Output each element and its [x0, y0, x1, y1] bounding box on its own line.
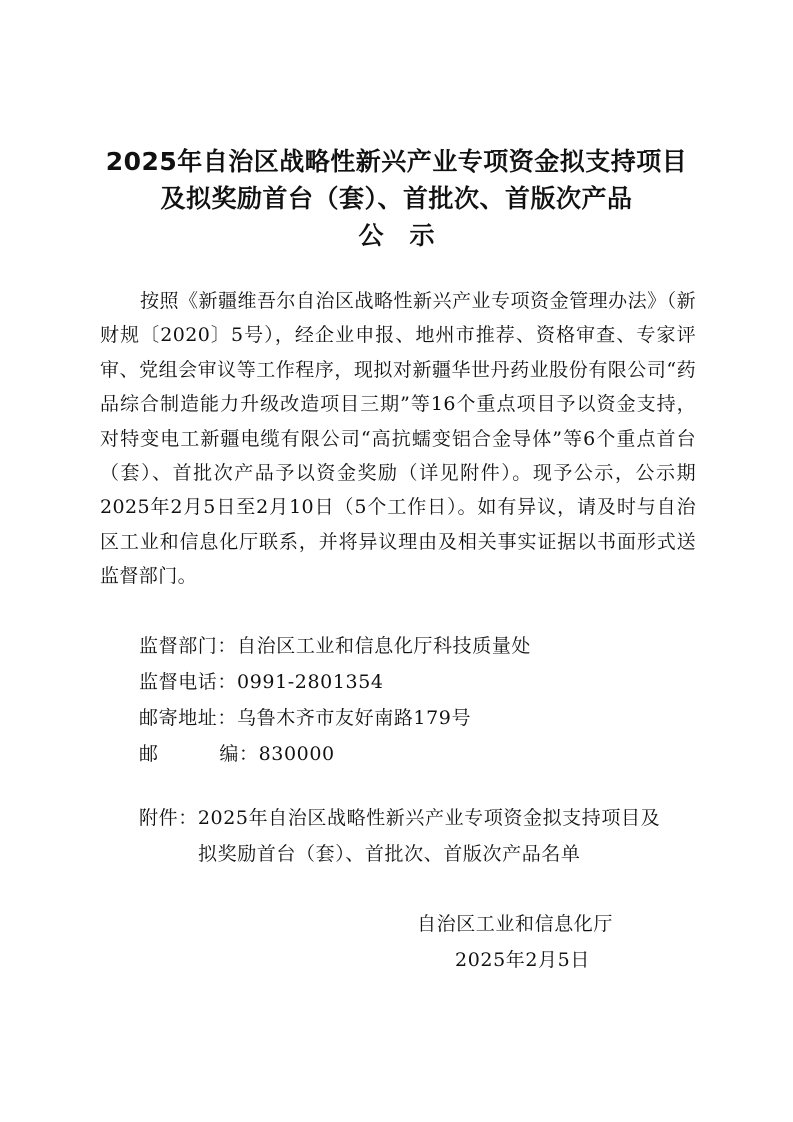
- contact-address-row: [139, 700, 531, 736]
- body-paragraph: 按照《新疆维吾尔自治区战略性新兴产业专项资金管理办法》（新财规〔2020〕5号），经企业申报、地州市推荐、资格审查、专家评审、党组会审议等工作程序，现拟对新疆华世丹药业股份有限公司“药品综合制造能力升级改造项目三期”等16个重点项目予以资金支持，对特变电工新疆电缆有限公司“高抗蠕变铝合金导体”等6个重点首台（套）、首批次产品予以资金奖励（详见附件）。现予公示，公示期2025年2月5日至2月10日（5个工作日）。如有异议，请及时与自治区工业和信息化厅联系，并将异议理由及相关事实证据以书面形式送监督部门。: [100, 290, 696, 588]
- contact-postcode-row: [139, 736, 531, 772]
- contact-phone-row: [139, 664, 531, 700]
- attachment-label: 附件：: [139, 807, 198, 829]
- signature-date: 2025年2月5日: [455, 949, 590, 971]
- contact-dept-row: [139, 628, 531, 664]
- contact-dept-value: 自治区工业和信息化厅科技质量处: [237, 635, 532, 657]
- contact-postcode-colon: ：: [239, 743, 259, 765]
- contact-address-label: 邮寄地址：: [139, 707, 238, 729]
- title-line-3: 公示: [358, 221, 461, 250]
- contact-address-value: 乌鲁木齐市友好南路179号: [237, 707, 472, 729]
- signature-block: [417, 906, 613, 978]
- title-line-2: 及拟奖励首台（套）、首批次、首版次产品: [160, 184, 633, 213]
- attachment-line-2: 拟奖励首台（套）、首批次、首版次产品名单: [198, 843, 581, 865]
- attachment-line-1: 2025年自治区战略性新兴产业专项资金拟支持项目及: [197, 807, 661, 829]
- contact-block: [139, 628, 531, 772]
- contact-phone-value: 0991-2801354: [237, 671, 384, 693]
- contact-postcode-value: 830000: [258, 743, 335, 765]
- contact-dept-label: 监督部门：: [139, 635, 238, 657]
- attachment-row-1: [139, 800, 699, 836]
- contact-postcode-label: 邮编: [139, 743, 239, 765]
- attachment-block: [139, 800, 699, 872]
- contact-phone-label: 监督电话：: [139, 671, 238, 693]
- document-title: [60, 143, 733, 254]
- title-line-1: 2025年自治区战略性新兴产业专项资金拟支持项目: [105, 147, 688, 176]
- signature-org: 自治区工业和信息化厅: [417, 913, 614, 935]
